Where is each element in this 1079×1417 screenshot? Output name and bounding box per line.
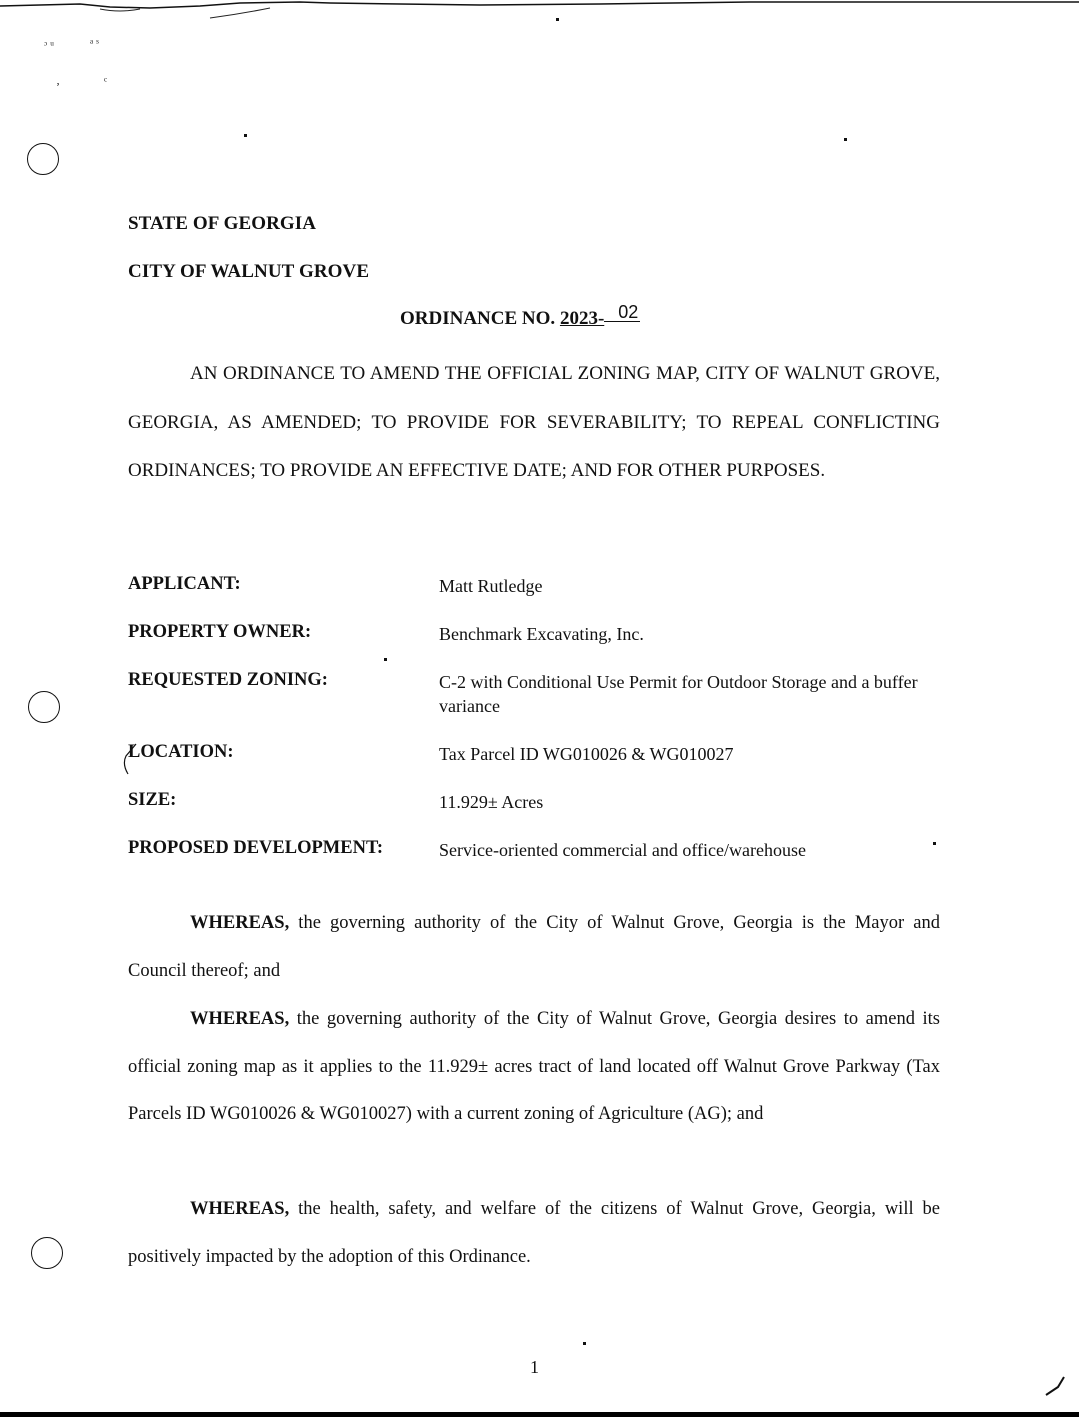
ordinance-title — [400, 302, 640, 330]
field-value: Tax Parcel ID WG010026 & WG010027 — [439, 744, 734, 764]
scan-speck — [244, 134, 247, 137]
scan-noise-mark: ᶜ — [104, 74, 108, 88]
whereas-clause — [128, 1186, 940, 1281]
punch-hole — [27, 143, 59, 175]
handwritten-mark — [122, 742, 142, 792]
field-label: APPLICANT: — [128, 574, 241, 594]
state-heading: STATE OF GEORGIA — [128, 213, 317, 234]
handwritten-mark — [1040, 1375, 1070, 1400]
field-value: C-2 with Conditional Use Permit for Outdoor Storage and a buffer variance — [439, 672, 918, 716]
scan-noise-mark: ᵃ ˢ — [90, 36, 99, 50]
field-label: REQUESTED ZONING: — [128, 670, 328, 690]
field-label: LOCATION: — [128, 742, 234, 762]
whereas-lead: WHEREAS, — [190, 1009, 290, 1029]
whereas-lead: WHEREAS, — [190, 1199, 290, 1219]
punch-hole — [31, 1237, 63, 1269]
whereas-clause — [128, 996, 940, 1139]
scan-speck — [556, 18, 559, 21]
field-label: SIZE: — [128, 790, 177, 810]
whereas-clause — [128, 900, 940, 995]
field-label: PROPOSED DEVELOPMENT: — [128, 838, 384, 858]
scan-speck — [844, 138, 847, 141]
scan-speck — [384, 658, 387, 661]
ordinance-year: 2023- — [559, 308, 605, 329]
field-value: Matt Rutledge — [439, 576, 543, 596]
whereas-text: the governing authority of the City of Walnut Grove, Georgia desires to amend its official zoning map as it applies to the 11.929± acres tract of land located off Walnut Grove Parkway (Tax Parcels ID WG010026 & WG010027) with a current zoning of Agriculture (AG); and — [128, 1009, 940, 1124]
scan-edge-artifact — [0, 0, 1079, 30]
ordinance-preamble: AN ORDINANCE TO AMEND THE OFFICIAL ZONING MAP, CITY OF WALNUT GROVE, GEORGIA, AS AMENDED; TO PROVIDE FOR SEVERABILITY; TO REPEAL CONFLICTING ORDINANCES; TO PROVIDE AN EFFECTIVE DATE; AND FOR OTHER PURPOSES. — [128, 363, 940, 481]
ordinance-number: 02 — [604, 303, 640, 322]
whereas-text: the health, safety, and welfare of the citizens of Walnut Grove, Georgia, will be positively impacted by the adoption of this Ordinance. — [128, 1199, 940, 1267]
city-heading: CITY OF WALNUT GROVE — [128, 261, 370, 282]
scan-noise-mark: ᵓ ᵘ — [44, 38, 55, 52]
field-value: Service-oriented commercial and office/warehouse — [439, 840, 806, 860]
field-value: 11.929± Acres — [439, 792, 544, 812]
whereas-lead: WHEREAS, — [190, 913, 290, 933]
scan-speck — [583, 1342, 586, 1345]
field-value: Benchmark Excavating, Inc. — [439, 624, 644, 644]
ordinance-label: ORDINANCE NO. — [400, 308, 556, 329]
page-number: 1 — [530, 1357, 539, 1377]
scan-edge-artifact — [0, 1412, 1079, 1417]
field-label: PROPERTY OWNER: — [128, 622, 312, 642]
whereas-text: the governing authority of the City of Walnut Grove, Georgia is the Mayor and Council thereof; and — [128, 913, 940, 981]
scan-noise-mark: ʼ — [56, 80, 60, 94]
punch-hole — [28, 691, 60, 723]
